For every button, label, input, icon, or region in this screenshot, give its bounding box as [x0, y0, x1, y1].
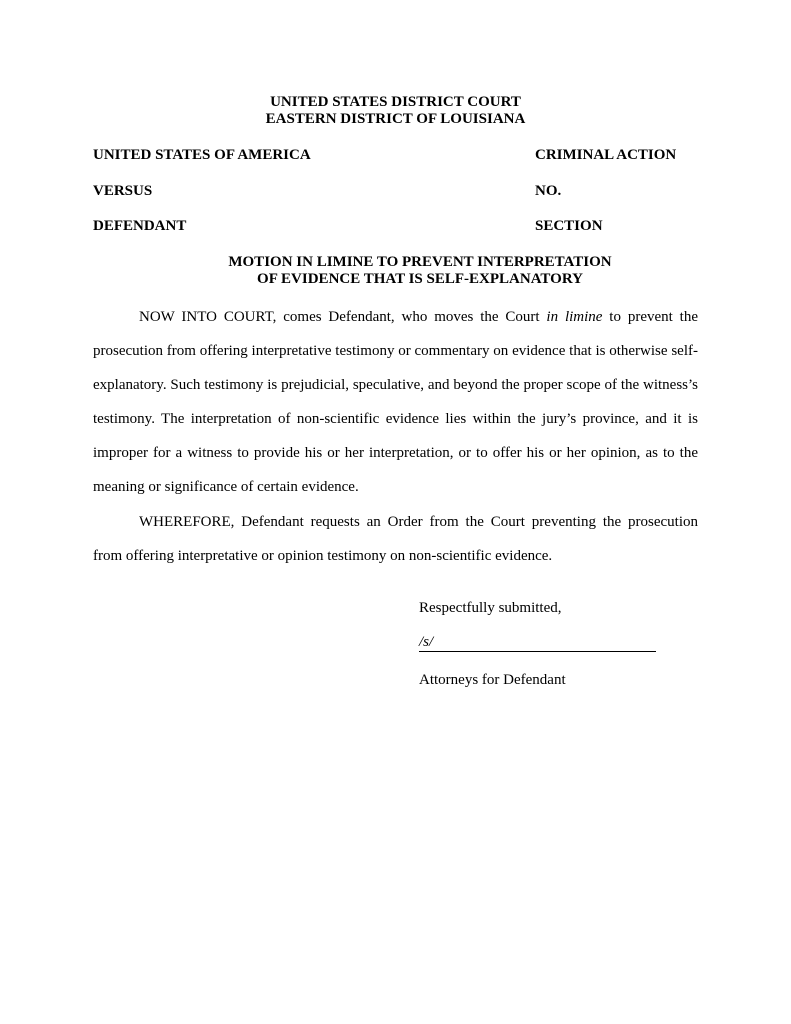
signature-closing: Respectfully submitted, [419, 600, 562, 616]
signature-role: Attorneys for Defendant [419, 672, 566, 688]
motion-title-line2: OF EVIDENCE THAT IS SELF-EXPLANATORY [257, 271, 583, 287]
paragraph-1-start: NOW INTO COURT, comes Defendant, who moves the Court [139, 309, 547, 325]
caption-versus: VERSUS [93, 183, 153, 199]
motion-paragraph-2: WHEREFORE, Defendant requests an Order from the Court preventing the prosecution from offering interpretative or opinion testimony on non-scientific evidence. [93, 514, 698, 564]
caption-criminal-action: CRIMINAL ACTION [535, 147, 677, 163]
motion-title-line1: MOTION IN LIMINE TO PREVENT INTERPRETATION [228, 254, 612, 270]
district-name: EASTERN DISTRICT OF LOUISIANA [265, 111, 526, 127]
paragraph-1-end: to prevent the prosecution from offering interpretative testimony or commentary on evidence that is otherwise self-explanatory. Such testimony is prejudicial, speculative, and beyond the proper scope of the witness’s testimony. The interpretation of non-scientific evidence lies within the jury’s province, and it is improper for a witness to provide his or her interpretation, or to offer his or her opinion, as to the meaning or significance of certain evidence. [93, 309, 698, 495]
court-name: UNITED STATES DISTRICT COURT [270, 94, 521, 110]
in-limine-term: in limine [546, 309, 603, 325]
signature-mark: /s/ [419, 634, 434, 650]
caption-defendant: DEFENDANT [93, 218, 187, 234]
caption-plaintiff: UNITED STATES OF AMERICA [93, 147, 311, 163]
caption-number: NO. [535, 183, 562, 199]
signature-line [419, 634, 656, 652]
motion-paragraph-1 [93, 300, 698, 504]
motion-title [0, 254, 791, 288]
caption-section: SECTION [535, 218, 603, 234]
court-header [0, 94, 791, 128]
